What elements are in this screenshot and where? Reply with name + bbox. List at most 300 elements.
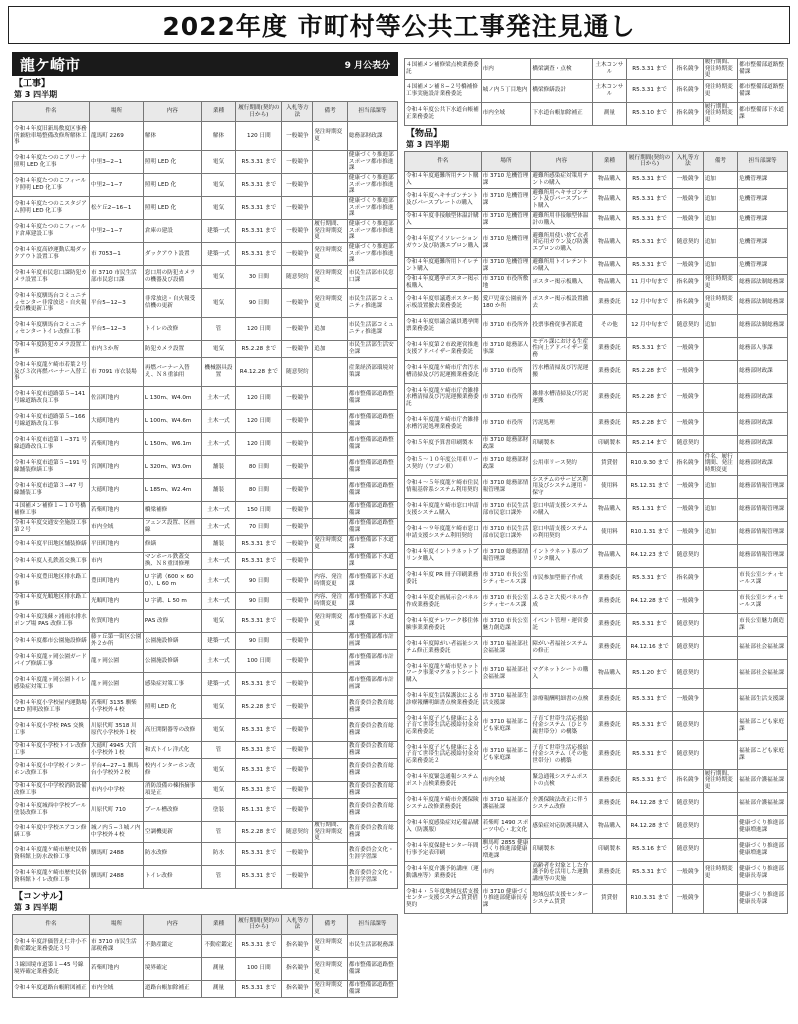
cell-item-name: 令和４年度介護予防講座（運動講座等）業務委託 [405,861,482,884]
cell-content: 校内インターホン改修 [143,759,201,782]
cell-period: R5.3.31 まで [627,567,673,590]
cell-bid-method: 一般競争 [282,799,313,822]
cell-item-name: 令和５年度予算書印刷製本 [405,435,482,452]
cell-category: 解体 [201,122,236,151]
cell-content: 和式トイレ洋式化 [143,742,201,759]
cell-bid-method: 一般競争 [673,337,704,360]
cell-bid-method: 一般競争 [282,456,313,479]
cell-period: 90 日間 [236,570,282,593]
cell-period: 120 日間 [236,122,282,151]
cell-remarks [313,742,348,759]
table-row [405,360,788,383]
table-row [405,884,788,913]
cell-content: トイレ改修 [143,865,201,888]
publication-date: 9 月公表分 [344,60,390,71]
cell-content: 市民参加型冊子作成 [531,567,592,590]
cell-item-name: 令和４年度馴馬台コミュニティセンタートイレ改修工事 [13,318,90,341]
cell-remarks: 発注時期変更 [313,980,348,997]
cell-bid-method: 随意契約 [673,792,704,815]
consultant-table [12,914,398,998]
cell-content: 障がい者福祉システムの修正 [531,636,592,659]
cell-remarks [703,636,737,659]
cell-item-name: 令和４年度テレワーク移住体験事業業務委託 [405,613,482,636]
cell-location: 中里2−1−7 [90,174,144,197]
cell-item-name: 令和４年度障がい者福祉システム修正業務委託 [405,636,482,659]
cell-category: 舗装 [201,456,236,479]
cell-content: マンホール鉄蓋交換、Ｎ８重団修理 [143,553,201,570]
cell-bid-method: 一般競争 [673,257,704,274]
cell-item-name: 令和４年度県議選ポスター掲示板設置撤去業務委託 [405,291,482,314]
column-header-bid-method: 入札等方法 [282,914,313,934]
cell-bid-method: 一般競争 [673,383,704,412]
consultant-continued-table [404,58,788,126]
cell-period: 120 日間 [236,433,282,456]
cell-period: R10.1.31 まで [627,521,673,544]
cell-period: 90 日間 [236,289,282,318]
cell-period: 11 月中旬まで [627,274,673,291]
cell-period: R5.3.31 まで [627,228,673,257]
cell-category: 電気 [201,759,236,782]
table-row [13,358,398,387]
cell-period: 100 日間 [236,650,282,673]
cell-remarks [313,358,348,387]
cell-item-name: ３線国境市道第１−45 号線境界確定業務委託 [13,957,90,980]
cell-item-name: ４国補メン補８−２号橋補修工事実施設計業務委託 [405,79,482,102]
cell-location: 大徳町地内 [90,410,144,433]
cell-category: 賃貸借 [592,452,626,475]
cell-period: R5.3.31 まで [627,59,673,80]
cell-category: 機械器具設置 [201,358,236,387]
cell-department: 教育委員会教育総務課 [347,822,397,843]
cell-item-name: 令和４年度たつのこフィールド倉庫建設工事 [13,220,90,243]
table-row [13,174,398,197]
cell-department: 市長公室魅力創造課 [738,613,788,636]
column-header-remarks: 備考 [313,914,348,934]
cell-department: 健康づくり推進部スポーツ都市推進課 [347,151,397,174]
cell-content: 地域包括支援センターシステム賃貸 [531,884,592,913]
cell-bid-method: 指名競争 [673,79,704,102]
table-row [405,102,788,125]
cell-location: 藤ヶ丘第一街区公園外２か所 [90,633,144,650]
cell-category: 建築一式 [201,220,236,243]
cell-location: 馴馬町 2855 健康づくり推進部健康増進課 [481,838,531,861]
goods-body [405,171,788,913]
cell-department: 市民生活部コミュニティ推進課 [347,289,397,318]
cell-content: ポスター掲示板購入 [531,274,592,291]
cell-period: 12 月中旬まで [627,314,673,337]
table-row [405,815,788,838]
table-row [13,610,398,633]
cell-remarks [313,502,348,519]
cell-bid-method: 一般競争 [282,759,313,782]
cell-period: R5.1.20 まで [627,659,673,688]
cell-period: R5.3.31 まで [236,197,282,220]
cell-category: 電気 [201,174,236,197]
cell-item-name: 令和４年度防犯カメラ設置工事 [13,341,90,358]
cell-period: R5.2.28 まで [627,383,673,412]
column-header-department: 担当部課等 [347,914,397,934]
table-row [13,553,398,570]
cell-item-name: 令和４年度市道第３−47 号線舗装工事 [13,479,90,502]
cell-bid-method: 一般競争 [282,341,313,358]
table-row [13,122,398,151]
cell-bid-method: 随意契約 [673,838,704,861]
cell-bid-method: 一般競争 [282,410,313,433]
section-goods: 【物品】 [406,128,443,139]
cell-department: 健康づくり推進部スポーツ都市推進課 [347,220,397,243]
cell-remarks: 追加 [703,171,737,188]
cell-category: 電気 [201,197,236,220]
cell-item-name: 令和４年度子ども健康による子育て世帯生活応援給付金対応業務委託 [405,711,482,740]
table-row [405,412,788,435]
cell-department: 都市整備部道路整備課 [347,980,397,997]
cell-content: 窓口申請支援システムの購入 [531,498,592,521]
cell-item-name: 令和４年度評価替え仁井小不動産鑑定業務委託３号 [13,934,90,957]
cell-item-name: 令和４年度浅蘇ヶ浦雨水排水ポンプ場 PAS 改修工事 [13,610,90,633]
cell-category: 印刷製本 [592,435,626,452]
cell-location: 市 3710 危機管理課 [481,171,531,188]
cell-location: 川原代町 3518 川原代小学校外１校 [90,719,144,742]
cell-content: 子育て世帯生活応援給付金システム（その他世帯分）の構築 [531,740,592,769]
cell-item-name: 令和４年度市道路第５−166 号線道路改良工事 [13,410,90,433]
cell-bid-method: 一般競争 [282,220,313,243]
cell-bid-method: 随意契約 [282,358,313,387]
cell-item-name: 令和４年度子ども健康による子育て世帯生活応援給付金対応業務委託２ [405,740,482,769]
column-header-item-name: 件名 [13,914,90,934]
cell-category: 業務委託 [592,360,626,383]
cell-content: 照明 LED 化 [143,197,201,220]
cell-remarks [703,659,737,688]
cell-remarks [703,435,737,452]
cell-remarks: 追加 [703,188,737,211]
table-row [13,782,398,799]
cell-remarks [703,711,737,740]
cell-location: 市 7053−1 [90,243,144,266]
cell-content: 道路台帳加除補正 [143,980,201,997]
section-construction: 【工事】 [14,79,51,89]
cell-remarks [313,456,348,479]
cell-remarks [313,479,348,502]
cell-remarks: 追加 [703,498,737,521]
cell-content: 窓口用の防犯カメラの機器及び設備 [143,266,201,289]
cell-department: 都市整備部道路整備課 [347,410,397,433]
quarter-label: 第 3 四半期 [14,90,58,99]
cell-location: 佐沼町地内 [90,387,144,410]
cell-category: 物品購入 [592,659,626,688]
cell-bid-method: 一般競争 [282,318,313,341]
cell-location: 市内３か所 [90,341,144,358]
cell-content: 空調機更新 [143,822,201,843]
table-row [405,636,788,659]
table-row [405,521,788,544]
cell-item-name: 令和４年度イントラネットプリンタ購入 [405,544,482,567]
cell-bid-method: 一般競争 [673,211,704,228]
cell-category: 管 [201,822,236,843]
table-row [405,740,788,769]
cell-category: 業務委託 [592,613,626,636]
cell-bid-method: 一般競争 [282,842,313,865]
cell-location: 市 3710 市民生活部市民窓口課外 [481,521,531,544]
cell-item-name: 令和４年度旧新馬敷度区事務所兼駐車場整備改修所解体工事 [13,122,90,151]
cell-location: 市 3710 総務部財政課 [481,452,531,475]
cell-remarks: 発注時期変更 [313,934,348,957]
cell-department: 総務部人事課 [738,337,788,360]
table-row [405,337,788,360]
cell-department: 健康づくり推進部スポーツ都市推進課 [347,174,397,197]
cell-remarks [313,197,348,220]
cell-remarks: 追加 [703,257,737,274]
cell-item-name: 令和４年度保健センター年間行事予定表印刷 [405,838,482,861]
cell-department: 市長公室シティセールス課 [738,567,788,590]
cell-content: L 130m、W4.0m [143,387,201,410]
cell-department: 危機管理課 [738,188,788,211]
cell-period: R5.3.31 まで [627,769,673,792]
cell-department: 福祉部こども家庭課 [738,711,788,740]
cell-department: 教育委員会教育総務課 [347,799,397,822]
cell-content: L 320m、W3.0m [143,456,201,479]
cell-item-name: 令和４年度高砂運動広場ダックアウト設置工事 [13,243,90,266]
cell-period: R5.2.28 まで [627,412,673,435]
cell-location: 平台5−12−3 [90,289,144,318]
cell-bid-method: 一般競争 [282,610,313,633]
cell-item-name: 令和４年度道路台帳附図補正 [13,980,90,997]
table-row [405,590,788,613]
cell-bid-method: 随意契約 [673,613,704,636]
cell-department: 市民生活部コミュニティ推進課 [347,318,397,341]
cell-category: 電気 [201,266,236,289]
cell-category: 土木一式 [201,387,236,410]
cell-location: 川原代町 710 [90,799,144,822]
cell-content: 感染症対策工事 [143,673,201,696]
table-row [405,475,788,498]
table-row [405,188,788,211]
consultant-header [13,914,398,934]
cell-bid-method: 一般競争 [282,696,313,719]
cell-remarks [703,688,737,711]
cell-item-name: 令和４年度 PR 冊子印刷業務委託 [405,567,482,590]
cell-category: 舗装 [201,479,236,502]
cell-bid-method: 一般競争 [673,590,704,613]
cell-content: 解体 [143,122,201,151]
cell-bid-method: 随意契約 [282,266,313,289]
cell-content: 防水改修 [143,842,201,865]
cell-content: 雑排水槽清掃及び汚泥運搬 [531,383,592,412]
table-row [405,211,788,228]
cell-period: R4.12.28 まで [627,590,673,613]
cell-department: 都市整備部下水道課 [347,610,397,633]
cell-period: R5.2.14 まで [627,435,673,452]
table-row [13,570,398,593]
cell-location: 市 3710 市役所 [481,412,531,435]
cell-department: 総務部情報管理課 [738,544,788,567]
cell-remarks [313,696,348,719]
cell-content: 非常放送・自火報受信機の更新 [143,289,201,318]
table-row [13,341,398,358]
cell-location: 市 3710 市役所敷地 [481,274,531,291]
cell-content: 避難所感染症対策用テントの購入 [531,171,592,188]
cell-category: 業務委託 [592,792,626,815]
cell-period: R5.3.31 まで [236,742,282,759]
cell-category: 管 [201,742,236,759]
cell-department: 教育委員会文化・生涯学習課 [347,865,397,888]
cell-category: 電気 [201,696,236,719]
table-row [405,613,788,636]
cell-remarks: 内容、発注時期変更 [313,570,348,593]
cell-bid-method: 随意契約 [673,740,704,769]
cell-remarks [313,650,348,673]
cell-bid-method: 一般競争 [282,570,313,593]
table-row [13,536,398,553]
cell-content: 高圧開閉器等の改修 [143,719,201,742]
cell-category: 物品購入 [592,171,626,188]
cell-department: 都市整備部道路整備課 [738,79,788,102]
cell-item-name: 令和４年度市道路第５−141 号線道路改良工事 [13,387,90,410]
right-column [404,58,788,914]
cell-content: 修繕 [143,536,201,553]
table-row [13,957,398,980]
cell-content: 消防設備の棟指摘事項是正 [143,782,201,799]
cell-location: 豊田町地内 [90,570,144,593]
cell-item-name: 令和４年度龍ケ崎市庁舎雑排水槽清掃及び汚泥運搬業務委託 [405,383,482,412]
cell-remarks [313,782,348,799]
cell-bid-method: 一般競争 [282,502,313,519]
cell-bid-method: 一般競争 [673,412,704,435]
table-row [405,792,788,815]
cell-remarks: 履行期間、発注時期変更 [313,822,348,843]
cell-bid-method: 一般競争 [282,553,313,570]
cell-item-name: 令和４年度たつのこアリーナ照明 LED 化工事 [13,151,90,174]
cell-period: R5.3.31 まで [236,243,282,266]
cell-item-name: 令和４年度龍ケ崎市庁舎雑排水槽汚泥処理業務委託 [405,412,482,435]
cell-department: 健康づくり推進部スポーツ都市推進課 [347,243,397,266]
cell-content: トイレの改修 [143,318,201,341]
cell-content: 高齢者を対象とした介護予防を活用した運動講座等の実施 [531,861,592,884]
cell-department: 健康づくり推進部健康長寿課 [738,861,788,884]
cell-content: ポスター掲示板設置撤去 [531,291,592,314]
table-row [13,433,398,456]
cell-period: R5.3.31 まで [236,220,282,243]
cell-department: 健康づくり推進部健康増進課 [738,815,788,838]
cell-department: 都市整備部下水道課 [738,102,788,125]
cell-item-name: ４国補メン補修梁点検業務委託 [405,59,482,80]
cell-remarks: 発注時期変更 [703,291,737,314]
cell-period: R4.12.28 まで [236,358,282,387]
cell-content: 公園施設修繕 [143,633,201,650]
cell-item-name: 令和４年度市民窓口課防犯カメラ設置工事 [13,266,90,289]
cell-bid-method: 一般競争 [282,742,313,759]
cell-department: 総務部法制総務課 [738,314,788,337]
cell-item-name: 令和４年度光順地区排水路工事 [13,593,90,610]
cell-bid-method: 随意契約 [673,228,704,257]
cell-department: 都市整備部道路整備課 [738,59,788,80]
cell-remarks: 発注時期変更 [313,266,348,289]
cell-department: 産業経済部環境対策課 [347,358,397,387]
cell-item-name: 令和４年度龍ケ崎市庁舎汚水槽清掃及び汚泥運搬業務委託 [405,360,482,383]
cell-location: 市 3710 危機管理課 [481,188,531,211]
cell-category: 土木一式 [201,570,236,593]
table-row [405,79,788,102]
cell-bid-method: 指名競争 [673,452,704,475]
table-row [405,711,788,740]
cell-bid-method: 指名競争 [282,980,313,997]
cell-department: 教育委員会教育総務課 [347,696,397,719]
cell-location: 大徳町地内 [90,479,144,502]
cell-category: 建築一式 [201,673,236,696]
cell-remarks: 内容、発注時期変更 [313,593,348,610]
cell-category: 土木一式 [201,650,236,673]
table-row [13,934,398,957]
cell-bid-method: 随意契約 [673,435,704,452]
cell-location: 市内 [481,861,531,884]
cell-period: R4.12.28 まで [627,792,673,815]
cell-category: 業務委託 [592,636,626,659]
cell-category: 業務委託 [592,711,626,740]
table-row [13,318,398,341]
cell-content: 下水道台帳加除補正 [531,102,592,125]
cell-content: 避難所用使い捨て衣者対応用ガウン及び防護エプロンの購入 [531,228,592,257]
cell-period: R5.3.31 まで [236,782,282,799]
cell-category: 防水 [201,842,236,865]
cell-content: 感染症対応防護具購入 [531,815,592,838]
cell-category: 業務委託 [592,688,626,711]
cell-category: 土木一式 [201,553,236,570]
cell-content: 再燃バーナー入替え、Ｎ８重油用 [143,358,201,387]
cell-remarks: 追加 [703,314,737,337]
cell-item-name: 令和４年度龍ケ崎市歴史民俗資料館上防水改修工事 [13,842,90,865]
goods-header [405,151,788,171]
cell-period: R5.3.31 まで [627,79,673,102]
cell-item-name: 令和４〜５年度龍ケ崎市住民情報基幹系システム利用契約 [405,475,482,498]
cell-period: R5.3.31 まで [236,553,282,570]
cell-location: 市 3710 市役所外 [481,314,531,337]
table-row [405,314,788,337]
table-row [13,650,398,673]
cell-category: 使用料 [592,521,626,544]
cell-category: 業務委託 [592,740,626,769]
table-row [13,696,398,719]
cell-period: R4.12.28 まで [627,815,673,838]
construction-header [13,102,398,122]
cell-remarks: 発注時期変更 [313,122,348,151]
cell-bid-method: 指名競争 [673,291,704,314]
cell-period: R5.3.31 まで [627,171,673,188]
table-row [13,243,398,266]
cell-department: 教育委員会文化・生涯学習課 [347,842,397,865]
cell-location: 市 3710 福祉部生活支援課 [481,688,531,711]
cell-category: 建築一式 [201,243,236,266]
cell-remarks: 追加 [703,521,737,544]
column-header-department: 担当部課等 [347,102,397,122]
cell-period: R5.3.31 まで [627,257,673,274]
cell-item-name: 令和４年度アイソレーションガウン及び防護エプロン購入 [405,228,482,257]
cell-content: 不動産鑑定 [143,934,201,957]
cell-remarks: 件名、履行期間、発注時期変更 [703,452,737,475]
cell-content: 汚泥処理 [531,412,592,435]
cell-bid-method: 一般競争 [282,151,313,174]
section-consultant: 【コンサル】 [14,891,68,902]
cell-category: 物品購入 [592,274,626,291]
cell-item-name: 令和４〜９年度龍ケ崎市窓口申請支援システム利用契約 [405,521,482,544]
cell-item-name: 令和４年度小学校トイレ改修工事 [13,742,90,759]
cell-location: 市 3710 危機管理課 [481,211,531,228]
cell-bid-method: 一般競争 [673,171,704,188]
cell-location: 若柴町 3135 馴柴小学校外４校 [90,696,144,719]
cell-category: 電気 [201,151,236,174]
cell-item-name: 令和４年度市道第５−191 号線舗装修繕工事 [13,456,90,479]
cell-item-name: 令和４年度緊急通報システムポスト点検業務委託 [405,769,482,792]
cell-period: 120 日間 [236,410,282,433]
cell-period: R5.3.16 まで [627,838,673,861]
